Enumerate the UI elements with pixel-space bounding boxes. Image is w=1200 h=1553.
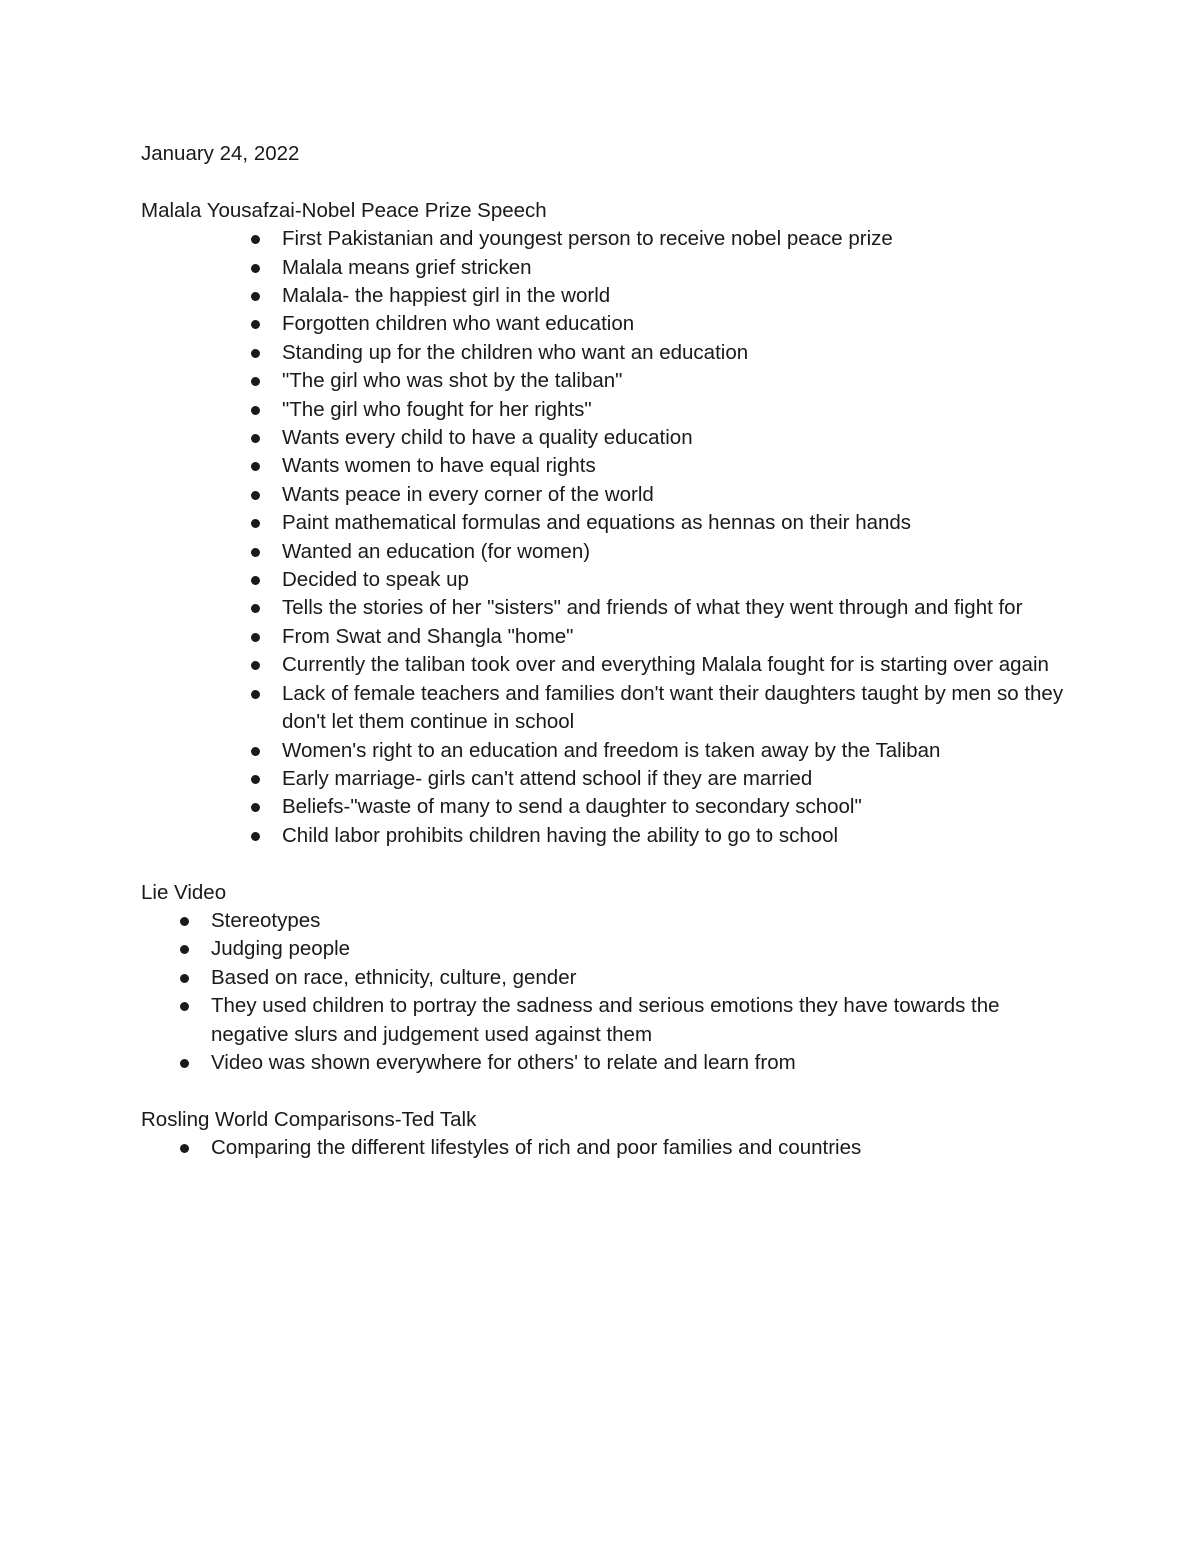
list-item [141, 310, 1081, 338]
bullet-icon [251, 434, 260, 443]
list-item-text: Child labor prohibits children having the ability to go to school [282, 823, 839, 847]
list-item [141, 452, 1081, 480]
list-item [141, 822, 1081, 850]
section-lie-video [141, 879, 1081, 1078]
bullet-icon [251, 604, 260, 613]
list-item [141, 339, 1081, 367]
list-item-text: Beliefs-"waste of many to send a daughter to secondary school" [282, 795, 862, 819]
list-item [141, 935, 1081, 963]
list-item-text: Comparing the different lifestyles of rich and poor families and countries [211, 1136, 862, 1160]
bullet-icon [180, 1002, 189, 1011]
list-item-text: Malala means grief stricken [282, 255, 532, 279]
list-item [141, 964, 1081, 992]
list-item [141, 1049, 1081, 1077]
bullet-icon [251, 320, 260, 329]
list-item-text: Malala- the happiest girl in the world [282, 284, 611, 308]
list-item-text: Paint mathematical formulas and equations as hennas on their hands [282, 511, 912, 535]
bullet-icon [251, 661, 260, 670]
list-item-text: Forgotten children who want education [282, 312, 635, 336]
list-item [141, 254, 1081, 282]
list-item-text: Decided to speak up [282, 568, 469, 592]
section-rosling [141, 1106, 1081, 1163]
list-item [141, 992, 1081, 1049]
list-item [141, 594, 1081, 622]
list-item [141, 225, 1081, 253]
list-item-text: Based on race, ethnicity, culture, gender [211, 965, 577, 989]
section-heading: Rosling World Comparisons-Ted Talk [141, 1107, 477, 1131]
section-malala [141, 197, 1081, 850]
list-item [141, 907, 1081, 935]
list-item-text: "The girl who was shot by the taliban" [282, 369, 623, 393]
list-item-text: Women's right to an education and freedom is taken away by the Taliban [282, 738, 941, 762]
list-item-text: Video was shown everywhere for others' to relate and learn from [211, 1050, 796, 1074]
bullet-icon [251, 235, 260, 244]
list-item [141, 1134, 1081, 1162]
document-date: January 24, 2022 [141, 142, 300, 165]
bullet-icon [180, 945, 189, 954]
bullet-icon [251, 548, 260, 557]
list-item-text: They used children to portray the sadness and serious emotions they have towards the negative slurs and judgement used against them [211, 994, 1000, 1046]
bullet-icon [251, 775, 260, 784]
list-item-text: Currently the taliban took over and everything Malala fought for is starting over again [282, 653, 1049, 677]
list-item [141, 793, 1081, 821]
section-heading: Lie Video [141, 880, 227, 904]
bullet-icon [180, 974, 189, 983]
bullet-icon [251, 633, 260, 642]
bullet-icon [180, 917, 189, 926]
spacer [141, 850, 1081, 878]
bullet-icon [180, 1144, 189, 1153]
bullet-icon [251, 406, 260, 415]
list-item-text: Tells the stories of her "sisters" and friends of what they went through and fight for [282, 596, 1023, 620]
list-item [141, 424, 1081, 452]
bullet-icon [251, 377, 260, 386]
bullet-icon [251, 292, 260, 301]
list-item [141, 737, 1081, 765]
list-item [141, 566, 1081, 594]
list-item [141, 538, 1081, 566]
bullet-icon [251, 519, 260, 528]
list-item [141, 367, 1081, 395]
list-item [141, 651, 1081, 679]
bullet-icon [251, 803, 260, 812]
bullet-icon [251, 832, 260, 841]
bullet-list [141, 907, 1081, 1077]
list-item-text: From Swat and Shangla "home" [282, 624, 574, 648]
section-heading: Malala Yousafzai-Nobel Peace Prize Speech [141, 198, 547, 222]
list-item-text: Early marriage- girls can't attend school if they are married [282, 766, 813, 790]
list-item-text: Wants every child to have a quality education [282, 426, 693, 450]
list-item [141, 396, 1081, 424]
bullet-icon [251, 349, 260, 358]
bullet-icon [251, 462, 260, 471]
bullet-list [141, 1134, 1081, 1162]
bullet-icon [251, 690, 260, 699]
list-item-text: Lack of female teachers and families don't want their daughters taught by men so they don't let them continue in school [282, 681, 1064, 734]
list-item [141, 765, 1081, 793]
list-item [141, 481, 1081, 509]
list-item-text: Wants peace in every corner of the world [282, 482, 654, 506]
bullet-icon [180, 1059, 189, 1068]
bullet-icon [251, 576, 260, 585]
list-item-text: Standing up for the children who want an education [282, 340, 749, 364]
list-item-text: Wants women to have equal rights [282, 454, 596, 478]
list-item [141, 680, 1081, 737]
list-item-text: Wanted an education (for women) [282, 539, 591, 563]
list-item-text: Judging people [211, 937, 351, 961]
list-item [141, 509, 1081, 537]
bullet-list [141, 225, 1081, 850]
spacer [141, 168, 1081, 196]
list-item-text: Stereotypes [211, 908, 321, 932]
list-item [141, 623, 1081, 651]
bullet-icon [251, 264, 260, 273]
document-page [141, 140, 1081, 1163]
bullet-icon [251, 491, 260, 500]
list-item-text: "The girl who fought for her rights" [282, 397, 592, 421]
bullet-icon [251, 747, 260, 756]
list-item [141, 282, 1081, 310]
spacer [141, 1077, 1081, 1105]
list-item-text: First Pakistanian and youngest person to receive nobel peace prize [282, 227, 893, 251]
